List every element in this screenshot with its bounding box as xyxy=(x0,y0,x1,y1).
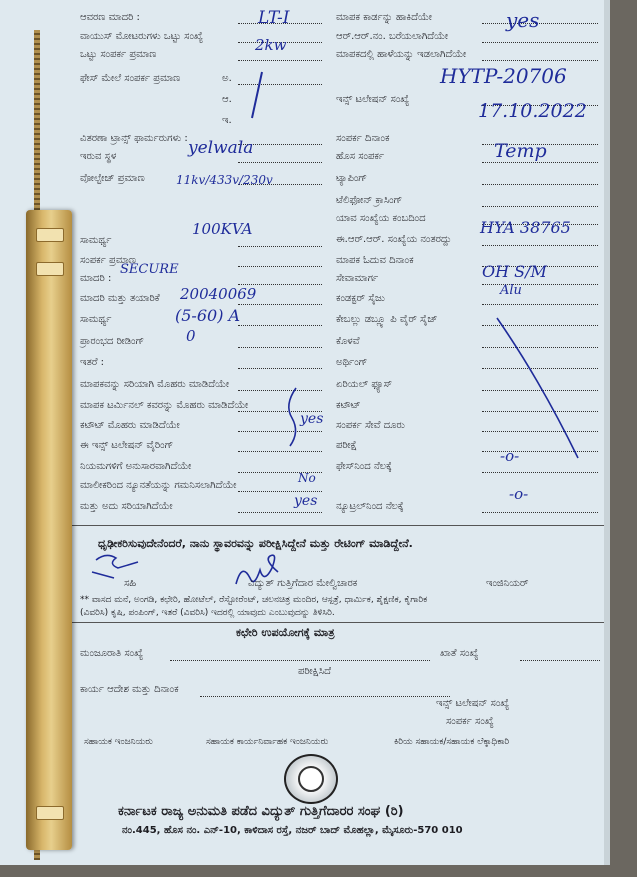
association-name: ಕರ್ನಾಟಕ ರಾಜ್ಯ ಅನುಮತಿ ಪಡೆದ ವಿದ್ಯುತ್ ಗುತ್ತಿಗೆದಾರರ ಸಂಘ (ರಿ) xyxy=(118,804,404,819)
left-field-label: ಆವರಣ ಮಾದರಿ : xyxy=(80,12,140,23)
handwritten-entry: 0 xyxy=(186,327,196,345)
signature-label: ಸಹಿ xyxy=(124,578,137,589)
phase-tick-stroke xyxy=(252,72,262,118)
handwritten-entry: 11kv/433v/230v xyxy=(176,173,273,187)
left-field-label: ಇತರೆ : xyxy=(80,357,105,368)
left-field-label: ಮಾಪಕ ಟರ್ಮಿನಲ್ ಕವರನ್ನು ಮೊಹರು ಮಾಡಿದೆಯೇ xyxy=(80,400,249,411)
handwritten-entry: yes xyxy=(294,493,318,509)
right-field-label: ಸಂಪರ್ಕ ದಿನಾಂಕ xyxy=(336,133,390,144)
left-field-label: ಕಟೌಟ್ ಮೊಹರು ಮಾಡಿದೆಯೇ xyxy=(80,420,180,431)
sanction-number-line xyxy=(170,660,430,661)
left-field-label: ಮಾಪಕವನ್ನು ಸರಿಯಾಗಿ ಮೊಹರು ಮಾಡಿದೆಯೇ xyxy=(80,379,230,390)
left-field-label: ಮಾದರಿ : xyxy=(80,273,112,284)
right-field-label: ಸಂಪರ್ಕ ಸೇವೆ ದೂರು xyxy=(336,420,405,431)
supervisor-label: ವಿದ್ಯುತ್ ಗುತ್ತಿಗೆದಾರ ಮೇಲ್ವಿಚಾರಕ xyxy=(248,578,358,589)
sanction-number-label: ಮಂಜೂರಾತಿ ಸಂಖ್ಯೆ xyxy=(80,648,144,659)
accounts-officer-label: ಕಿರಿಯ ಸಹಾಯಕ/ಸಹಾಯಕ ಲೆಕ್ಕಾಧಿಕಾರಿ xyxy=(394,737,510,747)
handwritten-entry: Temp xyxy=(494,140,547,162)
right-field-label: ಮಾಪಕ ಕಾರ್ಡನ್ನು ಹಾಕಿದೆಯೇ xyxy=(336,12,432,23)
handwritten-entry: 2kw xyxy=(255,36,287,54)
clip-tab xyxy=(36,262,64,276)
asst-executive-engineer-label: ಸಹಾಯಕ ಕಾರ್ಯನಿರ್ವಾಹಕ ಇಂಜನಿಯರು xyxy=(206,737,329,747)
installation-number-label: ಇನ್ಸ್ ಟಲೇಷನ್ ಸಂಖ್ಯೆ xyxy=(436,698,510,709)
handwritten-entry: HYTP-20706 xyxy=(440,64,567,88)
left-field-label: ಪ್ರಾರಂಭದ ರೀಡಿಂಗ್ xyxy=(80,336,145,347)
right-field-label: ಪರೀಕ್ಷೆ xyxy=(336,440,358,451)
clip-tab-bottom xyxy=(36,806,64,820)
right-field-label: ಮಾಪಕದಲ್ಲಿ ಹಾಳೆಯನ್ನು ಇಡಲಾಗಿದೆಯೇ xyxy=(336,49,467,60)
footnote-line-1: ** ವಾಸದ ಮನೆ, ಅಂಗಡಿ, ಕಛೇರಿ, ಹೋಟೆಲ್, ರೆಸ್ಟೋರೆಂಟ್, ಚಲನಚಿತ್ರ ಮಂದಿರ, ಆಸ್ಪತ್ರೆ, ಧಾರ್ಮಿಕ, ಶೈಕ್ಷಣಿಕ, ಕೈಗಾರಿಕ xyxy=(80,595,428,605)
right-field-label: ಕಟೌಟ್ xyxy=(336,400,361,411)
diagonal-strike-line xyxy=(497,318,578,458)
right-field-label: ಸೇವಾಮಾರ್ಗ xyxy=(336,273,379,284)
right-field-label: ನ್ಯೂಟ್ರಲ್‌ನಿಂದ ನೆಲಕ್ಕೆ xyxy=(336,501,404,512)
work-order-label: ಕಾರ್ಯ ಆದೇಶ ಮತ್ತು ದಿನಾಂಕ xyxy=(80,684,179,695)
account-number-line xyxy=(520,660,600,661)
assistant-engineer-label: ಸಹಾಯಕ ಇಂಜನಿಯರು xyxy=(84,737,153,747)
handwritten-entry: HYA 38765 xyxy=(480,218,571,237)
section-divider-2 xyxy=(70,622,606,623)
handwritten-entry: 100KVA xyxy=(192,220,253,238)
right-field-label: ಕೇಬಲ್ಲು ಡಬ್ಲ್ಯೂ ಪಿ ವೈರ್ ಸೈಜ್ xyxy=(336,314,438,325)
clip-tab-top xyxy=(36,228,64,242)
association-address: ನಂ.445, ಹೊಸ ನಂ. ಎನ್-10, ಕಾಳಿದಾಸ ರಸ್ತೆ, ನಜರ್ ಬಾದ್ ಮೊಹಲ್ಲಾ, ಮೈಸೂರು-570 010 xyxy=(122,825,463,836)
handwritten-entry: SECURE xyxy=(120,262,179,277)
handwritten-entry: 20040069 xyxy=(180,285,257,303)
right-field-label: ಇನ್ಸ್ ಟಲೇಷನ್ ಸಂಖ್ಯೆ xyxy=(336,94,410,105)
handwritten-entry: LT-I xyxy=(258,8,290,28)
right-field-label: ಹೊಸ ಸಂಪರ್ಕ xyxy=(336,151,385,162)
left-field-label: ಫೇಸ್ ಮೇಲೆ ಸಂಪರ್ಕ ಪ್ರಮಾಣ xyxy=(80,73,181,84)
handwritten-entry: yes xyxy=(300,411,324,427)
left-field-label: ಸಂಪರ್ಕ ಪ್ರಮಾಣ xyxy=(80,255,136,266)
phase-letter-aa: ಆ. xyxy=(222,94,232,105)
footnote-line-2: (ವಿವರಿಸಿ) ಕೃಷಿ, ಪಂಪಿಂಗ್, ಇತರೆ (ವಿವರಿಸಿ) ಇದರಲ್ಲಿ ಯಾವುದು ಎಂಬುವುದನ್ನು ತಿಳಿಸಿರಿ. xyxy=(80,608,335,618)
phase-letter-a: ಅ. xyxy=(222,73,232,84)
checked-label: ಪರೀಕ್ಷಿಸಿದೆ xyxy=(298,666,331,677)
right-field-label: ಮಾಪಕ ಓದುವ ದಿನಾಂಕ xyxy=(336,255,414,266)
binder-clip xyxy=(26,210,72,850)
handwritten-entry: Alu xyxy=(500,283,522,298)
handwritten-entry: yes xyxy=(506,8,540,32)
left-field-label: ಒಟ್ಟು ಸಂಪರ್ಕ ಪ್ರಮಾಣ xyxy=(80,49,157,60)
left-field-label: ವಾಯುಸ್ ಮೋಟರುಗಳು ಒಟ್ಟು ಸಂಖ್ಯೆ xyxy=(80,31,203,42)
account-number-label: ಖಾತೆ ಸಂಖ್ಯೆ xyxy=(440,648,479,659)
association-seal-logo xyxy=(284,754,338,804)
right-field-label: ಕಂಡಕ್ಟರ್ ಸೈಜು xyxy=(336,293,385,304)
handwritten-entry: yelwala xyxy=(188,138,254,158)
phase-letter-i: ಇ. xyxy=(222,115,232,126)
left-field-label: ಮಾದರಿ ಮತ್ತು ತಯಾರಿಕೆ xyxy=(80,293,160,304)
left-field-label: ಇರುವ ಸ್ಥಳ xyxy=(80,151,117,162)
declaration-text: ಧೃಢೀಕರಿಸುವುದೇನೆಂದರೆ, ನಾನು ಸ್ಥಾವರವನ್ನು ಪರೀಕ್ಷಿಸಿದ್ದೇನೆ ಮತ್ತು ರೇಟಿಂಗ್ ಮಾಡಿದ್ದೇನೆ. xyxy=(98,537,413,550)
section-divider xyxy=(70,525,606,526)
handwritten-entry: OH S/M xyxy=(482,262,547,281)
connection-number-label: ಸಂಪರ್ಕ ಸಂಖ್ಯೆ xyxy=(446,716,494,727)
right-field-label: ಆರ್.ಆರ್.ನಂ. ಬರೆಯಲಾಗಿದೆಯೇ xyxy=(336,31,449,42)
work-order-line xyxy=(200,696,450,697)
right-field-label: ಏರಿಯಲ್ ಫ್ಯೂಸ್ xyxy=(336,379,393,390)
left-field-label: ಮಾಲೀಕರಿಂದ ನ್ಯೂನತೆಯನ್ನು ಗಮನಿಸಲಾಗಿದೆಯೇ xyxy=(80,480,237,491)
contractor-signature xyxy=(92,555,138,578)
office-use-header: ಕಛೇರಿ ಉಪಯೋಗಕ್ಕೆ ಮಾತ್ರ xyxy=(236,626,335,639)
right-field-label: ಟ್ಯಾಪಿಂಗ್ xyxy=(336,173,367,184)
handwritten-entry: -o- xyxy=(509,485,529,503)
engineer-label: ಇಂಜಿನಿಯರ್ xyxy=(486,578,529,589)
right-field-label: ಈ.ಆರ್.ಆರ್. ಸಂಖ್ಯೆಯ ನಂತರದ್ದು xyxy=(336,234,452,245)
handwritten-entry: 17.10.2022 xyxy=(478,100,587,122)
left-field-label: ಸಾಮರ್ಥ್ಯ xyxy=(80,314,112,325)
handwritten-entry: No xyxy=(298,471,316,485)
handwritten-entry: -o- xyxy=(500,447,520,465)
left-field-label: ಮತ್ತು ಅದು ಸರಿಯಾಗಿದೆಯೇ xyxy=(80,501,173,512)
right-field-label: ಅರ್ಥಿಂಗ್ xyxy=(336,357,368,368)
left-field-label: ಈ ಇನ್ಸ್ ಟಲೇಷನ್ ವೈರಿಂಗ್ xyxy=(80,440,174,451)
left-field-label: ವೋಲ್ಟೇಜ್ ಪ್ರಮಾಣ xyxy=(80,173,145,184)
left-field-label: ಸಾಮರ್ಥ್ಯ xyxy=(80,235,112,246)
left-field-label: ನಿಯಮಗಳಿಗೆ ಅನುಸಾರವಾಗಿದೆಯೇ xyxy=(80,461,192,472)
left-field-label: ವಿತರಣಾ ಟ್ರಾನ್ಸ್ ಫಾರ್ಮರುಗಳು : xyxy=(80,133,188,144)
bracket-stroke xyxy=(289,388,296,446)
right-field-label: ಫೇಸ್‌ನಿಂದ ನೆಲಕ್ಕೆ xyxy=(336,461,392,472)
right-field-label: ಕೊಳವೆ xyxy=(336,336,360,347)
right-field-label: ಯಾವ ಸಂಖ್ಯೆಯ ಕಂಬದಿಂದ xyxy=(336,213,426,224)
handwritten-entry: (5-60) A xyxy=(175,306,241,325)
right-field-label: ಟೆಲಿಫೋನ್ ಕ್ರಾಸಿಂಗ್ xyxy=(336,195,403,206)
